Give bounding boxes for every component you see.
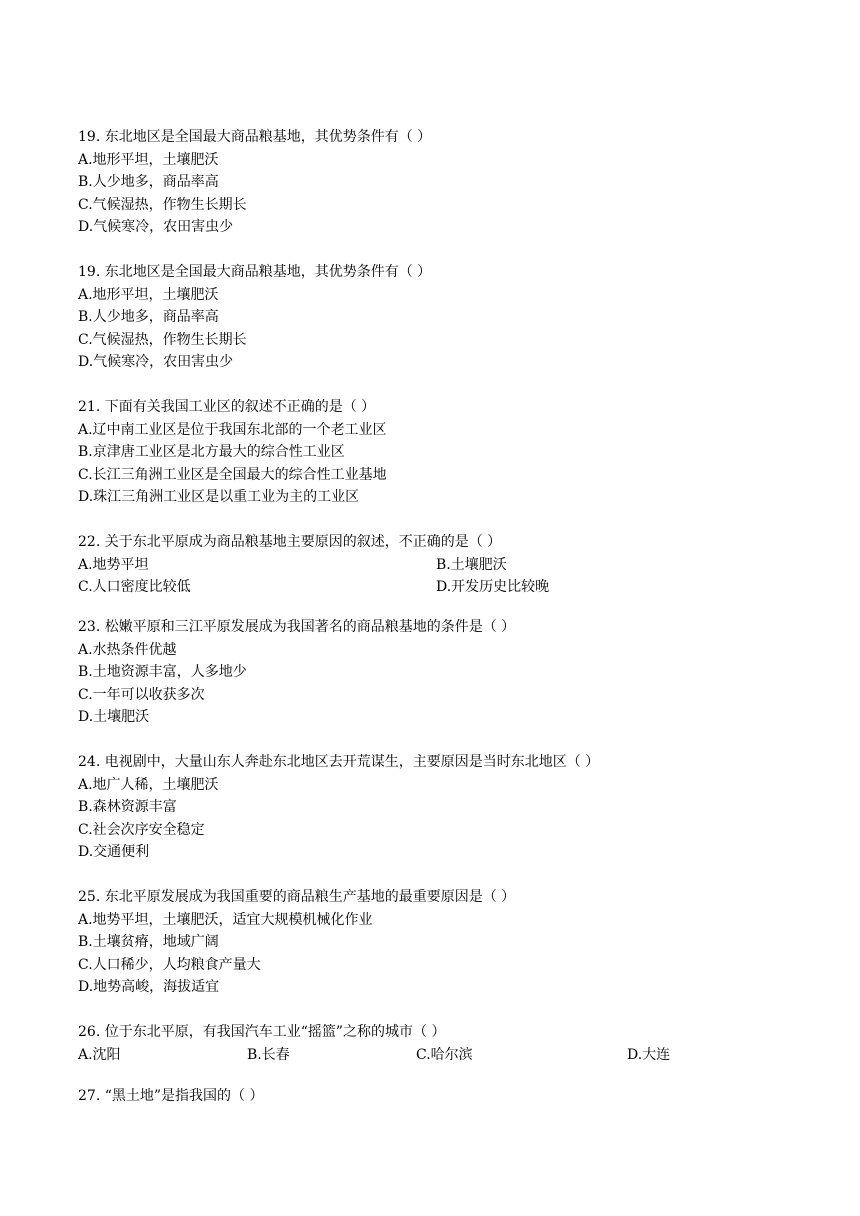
question-block [78, 1085, 798, 1108]
option-c: C.长江三角洲工业区是全国最大的综合性工业基地 [78, 466, 387, 483]
option-a: A.水热条件优越 [78, 641, 177, 658]
option-a: A.地形平坦，土壤肥沃 [78, 151, 219, 168]
option-c: C.人口稀少，人均粮食产量大 [78, 956, 261, 973]
option-d: D.地势高峻，海拔适宜 [78, 979, 220, 996]
question-block [78, 751, 798, 864]
option-a: A.沈阳 [78, 1046, 121, 1063]
option-d: D.气候寒冷，农田害虫少 [78, 219, 234, 236]
option-a: A.地形平坦，土壤肥沃 [78, 286, 219, 303]
question-block [78, 261, 798, 374]
option-b: B.人少地多，商品率高 [78, 309, 219, 326]
option-c: C.人口密度比较低 [78, 579, 191, 596]
question-block [78, 616, 798, 729]
option-a: A.辽中南工业区是位于我国东北部的一个老工业区 [78, 421, 387, 438]
option-b: B.土地资源丰富，人多地少 [78, 664, 247, 681]
option-c: C.哈尔滨 [416, 1046, 473, 1063]
question-block [78, 126, 798, 239]
question-stem: 19. 东北地区是全国最大商品粮基地，其优势条件有（ ） [78, 129, 432, 145]
option-row [78, 576, 798, 599]
option-b: B.土壤贫瘠，地域广阔 [78, 934, 219, 951]
option-b: B.京津唐工业区是北方最大的综合性工业区 [78, 444, 345, 461]
option-c: C.一年可以收获多次 [78, 686, 205, 703]
option-a: A.地广人稀，土壤肥沃 [78, 776, 219, 793]
option-row [78, 1044, 798, 1067]
question-stem: 24. 电视剧中，大量山东人奔赴东北地区去开荒谋生，主要原因是当时东北地区（ ） [78, 754, 600, 770]
option-a: A.地势平坦 [78, 556, 149, 573]
question-block [78, 886, 798, 999]
question-stem: 27. “黑土地”是指我国的（ ） [78, 1088, 264, 1104]
question-block [78, 531, 798, 599]
option-d: D.土壤肥沃 [78, 709, 150, 726]
option-b: B.森林资源丰富 [78, 799, 177, 816]
question-stem: 26. 位于东北平原，有我国汽车工业“摇篮”之称的城市（ ） [78, 1024, 446, 1040]
option-d: D.交通便利 [78, 844, 150, 861]
question-stem: 23. 松嫩平原和三江平原发展成为我国著名的商品粮基地的条件是（ ） [78, 619, 516, 635]
option-d: D.珠江三角洲工业区是以重工业为主的工业区 [78, 489, 360, 506]
question-stem: 25. 东北平原发展成为我国重要的商品粮生产基地的最重要原因是（ ） [78, 889, 516, 905]
question-stem: 22. 关于东北平原成为商品粮基地主要原因的叙述，不正确的是（ ） [78, 534, 502, 550]
option-a: A.地势平坦，土壤肥沃，适宜大规模机械化作业 [78, 911, 373, 928]
question-stem: 19. 东北地区是全国最大商品粮基地，其优势条件有（ ） [78, 264, 432, 280]
option-c: C.气候湿热，作物生长期长 [78, 331, 247, 348]
option-d: D.开发历史比较晚 [436, 579, 550, 596]
question-stem: 21. 下面有关我国工业区的叙述不正确的是（ ） [78, 399, 376, 415]
option-d: D.气候寒冷，农田害虫少 [78, 354, 234, 371]
option-b: B.长春 [247, 1046, 290, 1063]
question-block [78, 396, 798, 509]
option-d: D.大连 [627, 1046, 671, 1063]
option-c: C.气候湿热，作物生长期长 [78, 196, 247, 213]
option-b: B.人少地多，商品率高 [78, 174, 219, 191]
option-b: B.土壤肥沃 [436, 556, 507, 573]
option-c: C.社会次序安全稳定 [78, 821, 205, 838]
question-block [78, 1021, 798, 1066]
option-row [78, 554, 798, 577]
